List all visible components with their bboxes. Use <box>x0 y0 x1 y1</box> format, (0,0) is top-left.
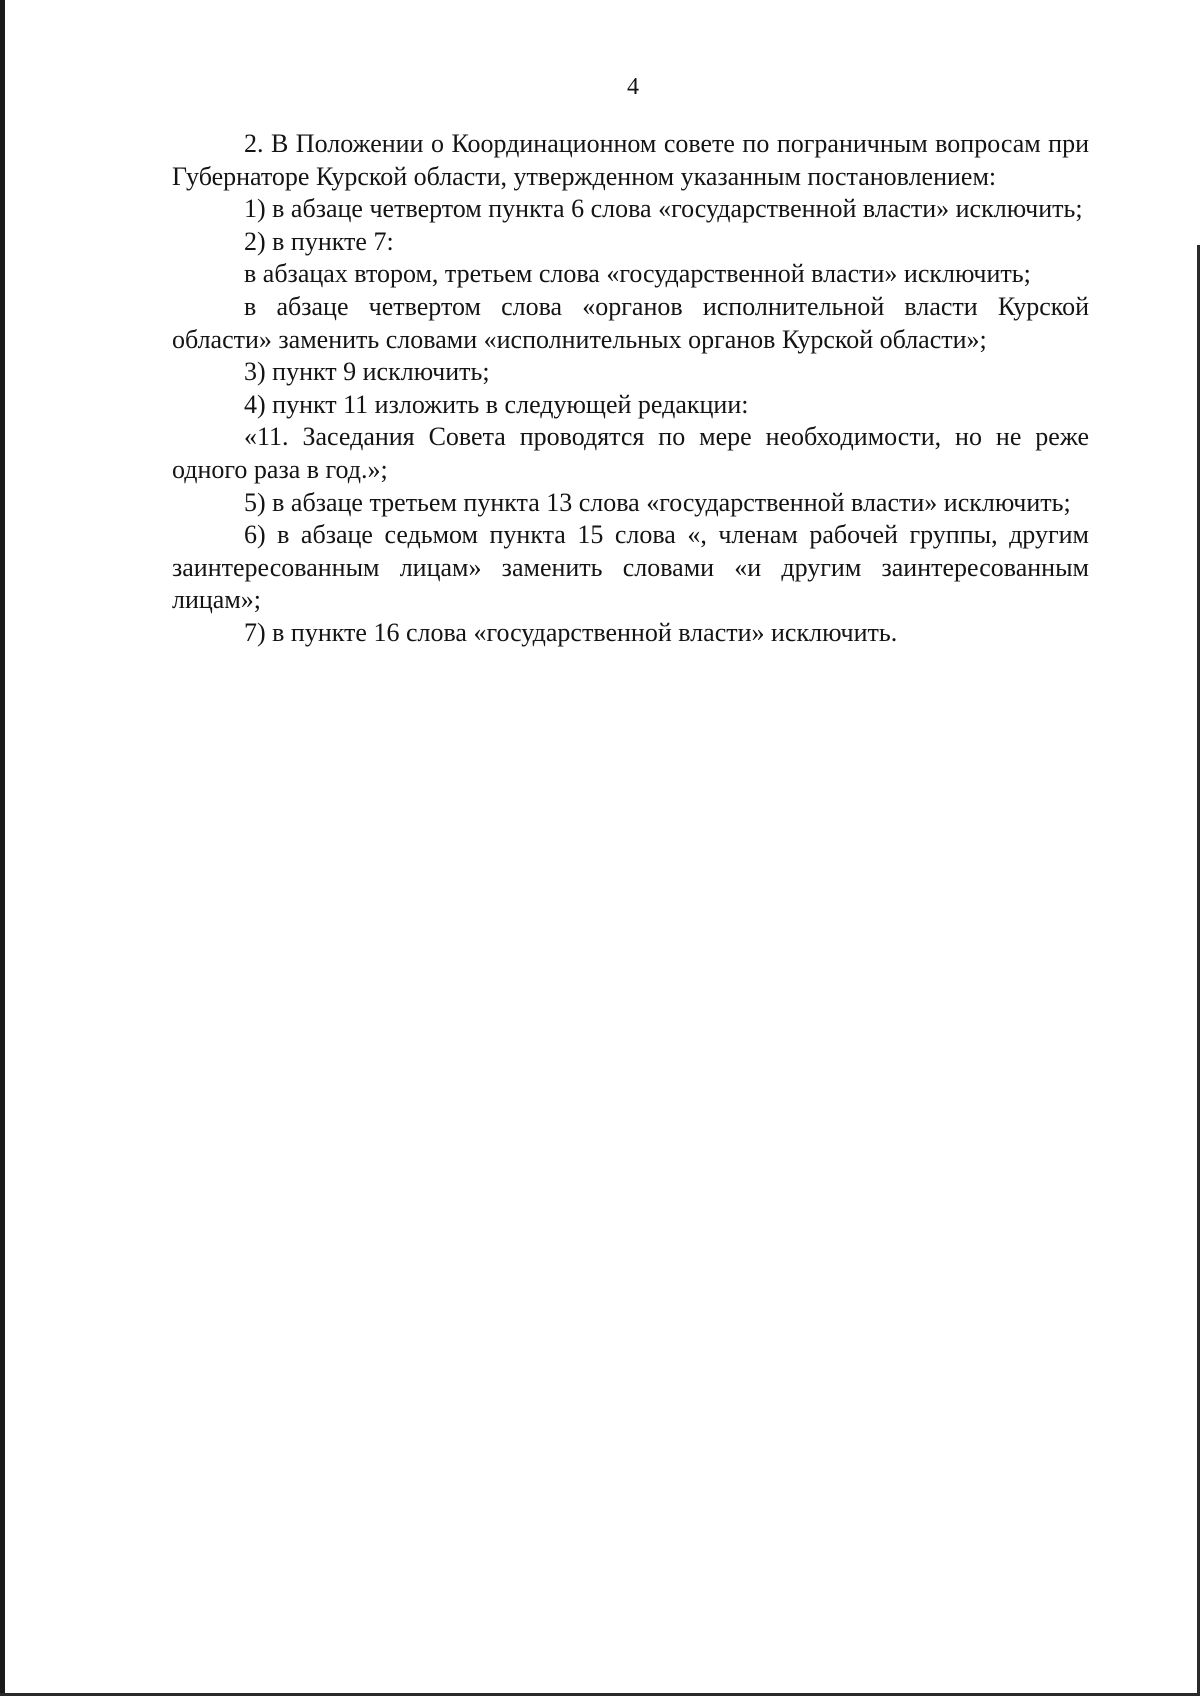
paragraph-item-2-subpoint-b: в абзаце четвертом слова «органов исполнительной власти Курской области» заменить словами «исполнительных органов Курской области»; <box>172 291 1089 354</box>
scan-edge-left <box>0 0 5 1696</box>
paragraph-item-1: 1) в абзаце четвертом пункта 6 слова «государственной власти» исключить; <box>244 194 1083 224</box>
page-number: 4 <box>627 74 639 100</box>
paragraph-item-6: 6) в абзаце седьмом пункта 15 слова «, членам рабочей группы, другим заинтересованным лицам» заменить словами «и другим заинтересованным лицам»; <box>172 520 1089 615</box>
paragraph-item-2-subpoint-a: в абзацах втором, третьем слова «государственной власти» исключить; <box>244 259 1031 289</box>
paragraph-item-2: 2) в пункте 7: <box>244 226 394 256</box>
paragraph-item-3: 3) пункт 9 исключить; <box>244 357 490 387</box>
document-body <box>172 128 1089 650</box>
paragraph-item-7: 7) в пункте 16 слова «государственной власти» исключить. <box>244 617 898 647</box>
paragraph-item-4: 4) пункт 11 изложить в следующей редакции: <box>244 389 749 419</box>
paragraph-regulation-intro: 2. В Положении о Координационном совете по пограничным вопросам при Губернаторе Курской области, утвержденном указанным постановлением: <box>172 129 1089 191</box>
paragraph-item-5: 5) в абзаце третьем пункта 13 слова «государственной власти» исключить; <box>244 487 1071 517</box>
paragraph-item-4-new-text: «11. Заседания Совета проводятся по мере необходимости, но не реже одного раза в год.»; <box>172 422 1089 484</box>
